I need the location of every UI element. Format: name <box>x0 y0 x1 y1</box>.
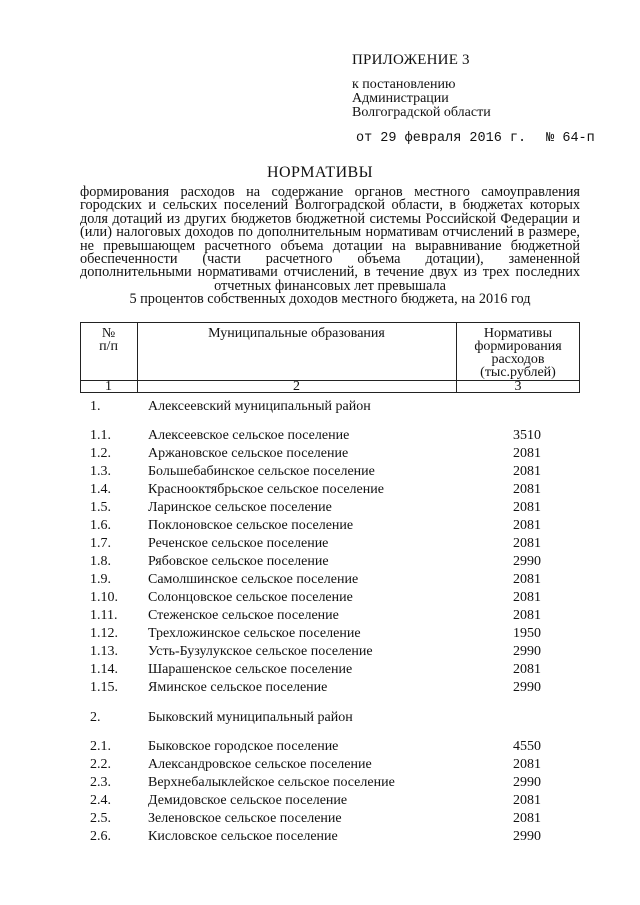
row-number: 2.1. <box>90 739 111 754</box>
row-norm-value: 2081 <box>513 446 541 461</box>
row-number: 1.4. <box>90 482 111 497</box>
row-norm-value: 2081 <box>513 482 541 497</box>
row-number: 2. <box>90 710 101 725</box>
row-entity-name: Большебабинское сельское поселение <box>148 464 375 479</box>
resolution-date-line <box>356 131 595 146</box>
row-norm-value: 2081 <box>513 793 541 808</box>
subtitle-body: формирования расходов на содержание органов местного самоуправления городских и сельских поселений Волгоградской области, в бюджетах которых доля дотаций из других бюджетов бюджетной системы Российской Федерации и (или) налоговых доходов по дополнительным нормативам отчислений в размере, не превышающем расчетного объема дотации на выравнивание бюджетной обеспеченности (части расчетного объема дотации), замененной дополнительными нормативами отчислений, в течение двух из трех последних отчетных финансовых лет превышала <box>80 184 580 294</box>
col-norm-header-line: расходов <box>491 352 545 367</box>
resolution-line: Администрации <box>352 91 449 106</box>
row-entity-name: Алексеевский муниципальный район <box>148 399 371 414</box>
row-number: 2.4. <box>90 793 111 808</box>
row-number: 1.9. <box>90 572 111 587</box>
col-number-header-line: п/п <box>99 339 118 354</box>
row-number: 1.6. <box>90 518 111 533</box>
row-entity-name: Алексеевское сельское поселение <box>148 428 350 443</box>
row-norm-value: 2081 <box>513 757 541 772</box>
row-number: 1.2. <box>90 446 111 461</box>
row-number: 1. <box>90 399 101 414</box>
row-number: 1.7. <box>90 536 111 551</box>
row-norm-value: 2990 <box>513 644 541 659</box>
row-entity-name: Демидовское сельское поселение <box>148 793 348 808</box>
row-number: 2.5. <box>90 811 111 826</box>
col-index-2: 2 <box>293 379 300 394</box>
row-entity-name: Шарашенское сельское поселение <box>148 662 353 677</box>
row-entity-name: Реченское сельское поселение <box>148 536 329 551</box>
row-entity-name: Ларинское сельское поселение <box>148 500 332 515</box>
col-number-header-line: № <box>101 326 116 341</box>
col-norm-header-line: формирования <box>474 339 562 354</box>
row-norm-value: 2081 <box>513 464 541 479</box>
col-index-3: 3 <box>514 379 522 394</box>
row-entity-name: Краснооктябрьское сельское поселение <box>148 482 384 497</box>
row-norm-value: 2081 <box>513 662 541 677</box>
row-entity-name: Александровское сельское поселение <box>148 757 372 772</box>
row-norm-value: 3510 <box>513 428 541 443</box>
row-entity-name: Усть-Бузулукское сельское поселение <box>148 644 373 659</box>
row-entity-name: Зеленовское сельское поселение <box>148 811 342 826</box>
row-number: 1.8. <box>90 554 111 569</box>
resolution-number: № 64-п <box>546 131 595 146</box>
document-subtitle <box>80 186 580 307</box>
row-entity-name: Солонцовское сельское поселение <box>148 590 353 605</box>
row-entity-name: Стеженское сельское поселение <box>148 608 339 623</box>
row-norm-value: 2990 <box>513 775 541 790</box>
row-number: 1.11. <box>90 608 118 623</box>
row-number: 1.13. <box>90 644 118 659</box>
row-norm-value: 2990 <box>513 554 541 569</box>
col-number-header <box>80 327 137 353</box>
row-norm-value: 2081 <box>513 608 541 623</box>
row-number: 1.3. <box>90 464 111 479</box>
row-norm-value: 2081 <box>513 518 541 533</box>
row-number: 1.5. <box>90 500 111 515</box>
row-norm-value: 2990 <box>513 829 541 844</box>
col-norm-header-line: Нормативы <box>483 326 553 341</box>
resolution-date: от 29 февраля 2016 г. <box>356 131 527 146</box>
row-number: 1.12. <box>90 626 118 641</box>
row-number: 2.6. <box>90 829 111 844</box>
appendix-heading: ПРИЛОЖЕНИЕ 3 <box>352 52 470 68</box>
row-norm-value: 1950 <box>513 626 541 641</box>
row-norm-value: 2081 <box>513 572 541 587</box>
row-norm-value: 2081 <box>513 536 541 551</box>
table-header <box>80 322 580 393</box>
row-number: 1.14. <box>90 662 118 677</box>
document-title: НОРМАТИВЫ <box>267 164 373 181</box>
row-entity-name: Быковское городское поселение <box>148 739 339 754</box>
row-norm-value: 2990 <box>513 680 541 695</box>
row-entity-name: Трехложинское сельское поселение <box>148 626 361 641</box>
subtitle-last-line: 5 процентов собственных доходов местного бюджета, на 2016 год <box>129 291 531 308</box>
row-entity-name: Верхнебалыклейское сельское поселение <box>148 775 395 790</box>
col-index-1: 1 <box>105 379 112 394</box>
resolution-line: к постановлению <box>352 77 456 92</box>
col-norm-header <box>456 327 580 379</box>
row-entity-name: Поклоновское сельское поселение <box>148 518 354 533</box>
row-norm-value: 2081 <box>513 811 541 826</box>
resolution-line: Волгоградской области <box>352 105 491 120</box>
row-entity-name: Яминское сельское поселение <box>148 680 328 695</box>
row-norm-value: 2081 <box>513 590 541 605</box>
row-norm-value: 4550 <box>513 739 541 754</box>
row-entity-name: Аржановское сельское поселение <box>148 446 349 461</box>
row-entity-name: Кисловское сельское поселение <box>148 829 338 844</box>
row-number: 2.3. <box>90 775 111 790</box>
col-norm-header-line: (тыс.рублей) <box>480 365 556 380</box>
row-entity-name: Рябовское сельское поселение <box>148 554 329 569</box>
row-entity-name: Самолшинское сельское поселение <box>148 572 359 587</box>
row-entity-name: Быковский муниципальный район <box>148 710 353 725</box>
row-number: 2.2. <box>90 757 111 772</box>
resolution-block <box>352 78 491 120</box>
row-number: 1.1. <box>90 428 111 443</box>
header-border-top <box>80 322 580 323</box>
row-number: 1.10. <box>90 590 118 605</box>
row-number: 1.15. <box>90 680 118 695</box>
col-entity-header: Муниципальные образования <box>208 326 385 341</box>
row-norm-value: 2081 <box>513 500 541 515</box>
